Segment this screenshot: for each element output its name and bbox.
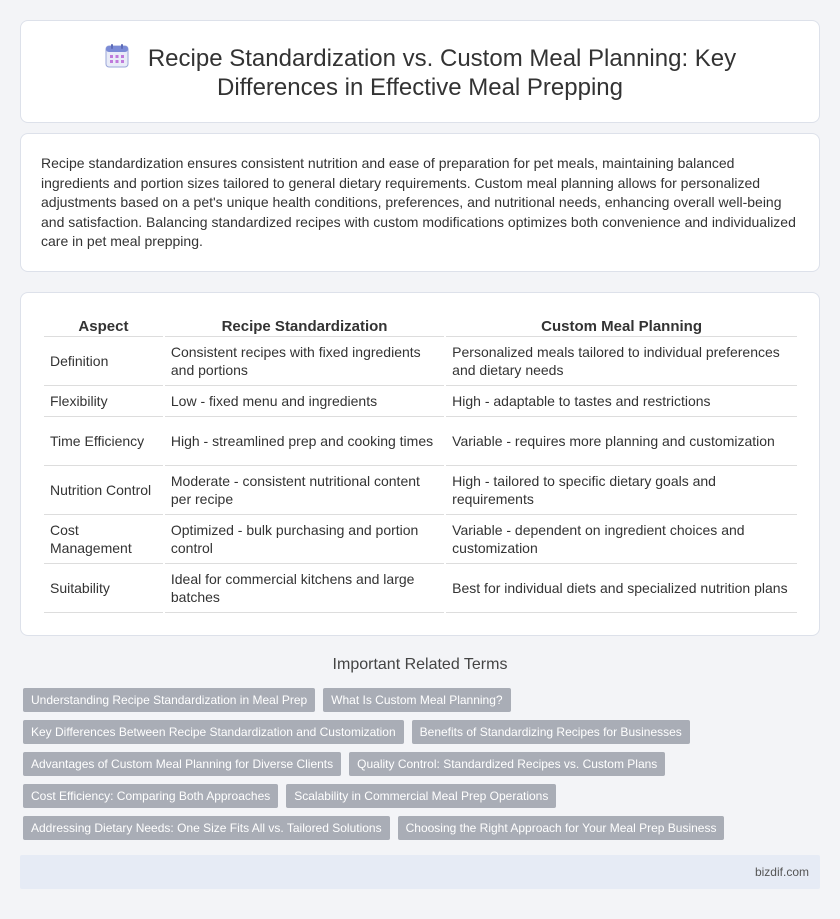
footer-site-name: bizdif.com	[754, 865, 809, 879]
related-term-tag[interactable]: Choosing the Right Approach for Your Meal Prep Business	[398, 816, 725, 840]
page-title-wrap	[61, 43, 779, 102]
table-header-row	[44, 315, 797, 337]
cell-aspect: Flexibility	[44, 386, 163, 417]
cell-aspect: Cost Management	[44, 515, 163, 564]
cell-custom-meal-planning: Variable - requires more planning and customization	[446, 417, 797, 466]
cell-aspect: Suitability	[44, 564, 163, 613]
footer	[20, 855, 820, 889]
cell-custom-meal-planning: Variable - dependent on ingredient choices and customization	[446, 515, 797, 564]
cell-custom-meal-planning: High - adaptable to tastes and restrictions	[446, 386, 797, 417]
header-recipe-standardization: Recipe Standardization	[165, 315, 444, 337]
table-row	[44, 386, 797, 417]
related-term-tag[interactable]: Quality Control: Standardized Recipes vs. Custom Plans	[349, 752, 665, 776]
cell-recipe-standardization: Ideal for commercial kitchens and large batches	[165, 564, 444, 613]
page-title: Recipe Standardization vs. Custom Meal Planning: Key Differences in Effective Meal Prepping	[147, 45, 737, 101]
related-term-tag[interactable]: Advantages of Custom Meal Planning for Diverse Clients	[23, 752, 341, 776]
table-row	[44, 564, 797, 613]
table-row	[44, 417, 797, 466]
cell-aspect: Definition	[44, 337, 163, 386]
cell-recipe-standardization: Low - fixed menu and ingredients	[165, 386, 444, 417]
calendar-icon	[104, 43, 130, 69]
intro-card	[20, 133, 820, 272]
tag-row	[23, 752, 803, 776]
related-term-tag[interactable]: Key Differences Between Recipe Standardization and Customization	[23, 720, 404, 744]
cell-custom-meal-planning: High - tailored to specific dietary goals and requirements	[446, 466, 797, 515]
tag-row	[23, 784, 803, 808]
cell-custom-meal-planning: Best for individual diets and specialized nutrition plans	[446, 564, 797, 613]
header-aspect: Aspect	[44, 315, 163, 337]
cell-custom-meal-planning: Personalized meals tailored to individual preferences and dietary needs	[446, 337, 797, 386]
related-term-tag[interactable]: What Is Custom Meal Planning?	[323, 688, 510, 712]
comparison-table-card	[20, 292, 820, 636]
cell-aspect: Time Efficiency	[44, 417, 163, 466]
tag-row	[23, 688, 803, 712]
related-terms-list	[23, 688, 803, 848]
related-term-tag[interactable]: Understanding Recipe Standardization in Meal Prep	[23, 688, 315, 712]
related-term-tag[interactable]: Addressing Dietary Needs: One Size Fits All vs. Tailored Solutions	[23, 816, 390, 840]
related-term-tag[interactable]: Scalability in Commercial Meal Prep Operations	[286, 784, 556, 808]
related-terms-title: Important Related Terms	[332, 656, 508, 673]
table-row	[44, 337, 797, 386]
table-row	[44, 466, 797, 515]
cell-aspect: Nutrition Control	[44, 466, 163, 515]
comparison-table	[42, 315, 799, 613]
cell-recipe-standardization: Optimized - bulk purchasing and portion control	[165, 515, 444, 564]
tag-row	[23, 720, 803, 744]
cell-recipe-standardization: Moderate - consistent nutritional content per recipe	[165, 466, 444, 515]
table-row	[44, 515, 797, 564]
related-term-tag[interactable]: Benefits of Standardizing Recipes for Businesses	[412, 720, 690, 744]
tag-row	[23, 816, 803, 840]
header-custom-meal-planning: Custom Meal Planning	[446, 315, 797, 337]
header-card	[20, 20, 820, 123]
cell-recipe-standardization: High - streamlined prep and cooking times	[165, 417, 444, 466]
cell-recipe-standardization: Consistent recipes with fixed ingredients and portions	[165, 337, 444, 386]
related-term-tag[interactable]: Cost Efficiency: Comparing Both Approaches	[23, 784, 278, 808]
intro-paragraph: Recipe standardization ensures consistent nutrition and ease of preparation for pet meals, maintaining balanced ingredients and portion sizes tailored to general dietary requirements. Custom meal planning allows for personalized adjustments based on a pet's unique health conditions, preferences, and nutritional needs, enhancing overall well-being and satisfaction. Balancing standardized recipes with custom modifications optimizes both convenience and individualized care in pet meal prepping.	[41, 155, 796, 249]
